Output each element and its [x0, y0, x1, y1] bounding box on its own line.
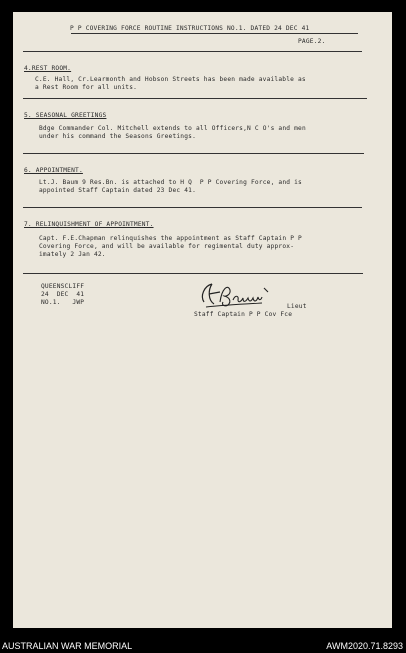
document-title: P P COVERING FORCE ROUTINE INSTRUCTIONS NO.1. DATED 24 DEC 41: [70, 25, 310, 32]
section-text-line: C.E. Hall, Cr.Learmonth and Hobson Streets has been made available as: [35, 76, 306, 83]
divider: [23, 207, 362, 208]
divider: [23, 98, 367, 99]
signatory-rank: Lieut: [287, 303, 307, 310]
section-text-line: appointed Staff Captain dated 23 Dec 41.: [39, 187, 197, 194]
section-text-line: Covering Force, and will be available for regimental duty approx-: [39, 243, 295, 250]
divider: [23, 153, 364, 154]
origin-place: QUEENSCLIFF: [41, 283, 85, 290]
origin-date: 24 DEC 41: [41, 291, 85, 298]
footer-institution: AUSTRALIAN WAR MEMORIAL: [2, 641, 133, 651]
footer-accession-number: AWM2020.71.8293: [326, 641, 403, 651]
document-page: [13, 12, 392, 628]
signatory-title: Staff Captain P P Cov Fce: [194, 311, 293, 318]
title-underline: [71, 33, 358, 34]
section-heading: 5. SEASONAL GREETINGS: [24, 112, 107, 119]
section-text-line: under his command the Seasons Greetings.: [39, 133, 197, 140]
divider: [23, 51, 362, 52]
handwritten-signature: [198, 278, 278, 310]
page-number: PAGE.2.: [298, 38, 326, 45]
section-heading: 4.REST ROOM.: [24, 65, 72, 72]
footer-bar: [0, 639, 406, 653]
section-heading: 7. RELINQUISHMENT OF APPOINTMENT.: [24, 221, 154, 228]
section-text-line: Bdge Commander Col. Mitchell extends to all Officers,N C O's and men: [39, 125, 306, 132]
section-heading: 6. APPOINTMENT.: [24, 167, 83, 174]
section-text-line: a Rest Room for all units.: [35, 84, 138, 91]
origin-reference: NO.1. JWP: [41, 299, 85, 306]
section-text-line: Lt.J. Baum 9 Res.Bn. is attached to H Q P P Covering Force, and is: [39, 179, 302, 186]
section-text-line: imately 2 Jan 42.: [39, 251, 106, 258]
divider: [23, 273, 363, 274]
section-text-line: Capt. F.E.Chapman relinquishes the appointment as Staff Captain P P: [39, 235, 302, 242]
